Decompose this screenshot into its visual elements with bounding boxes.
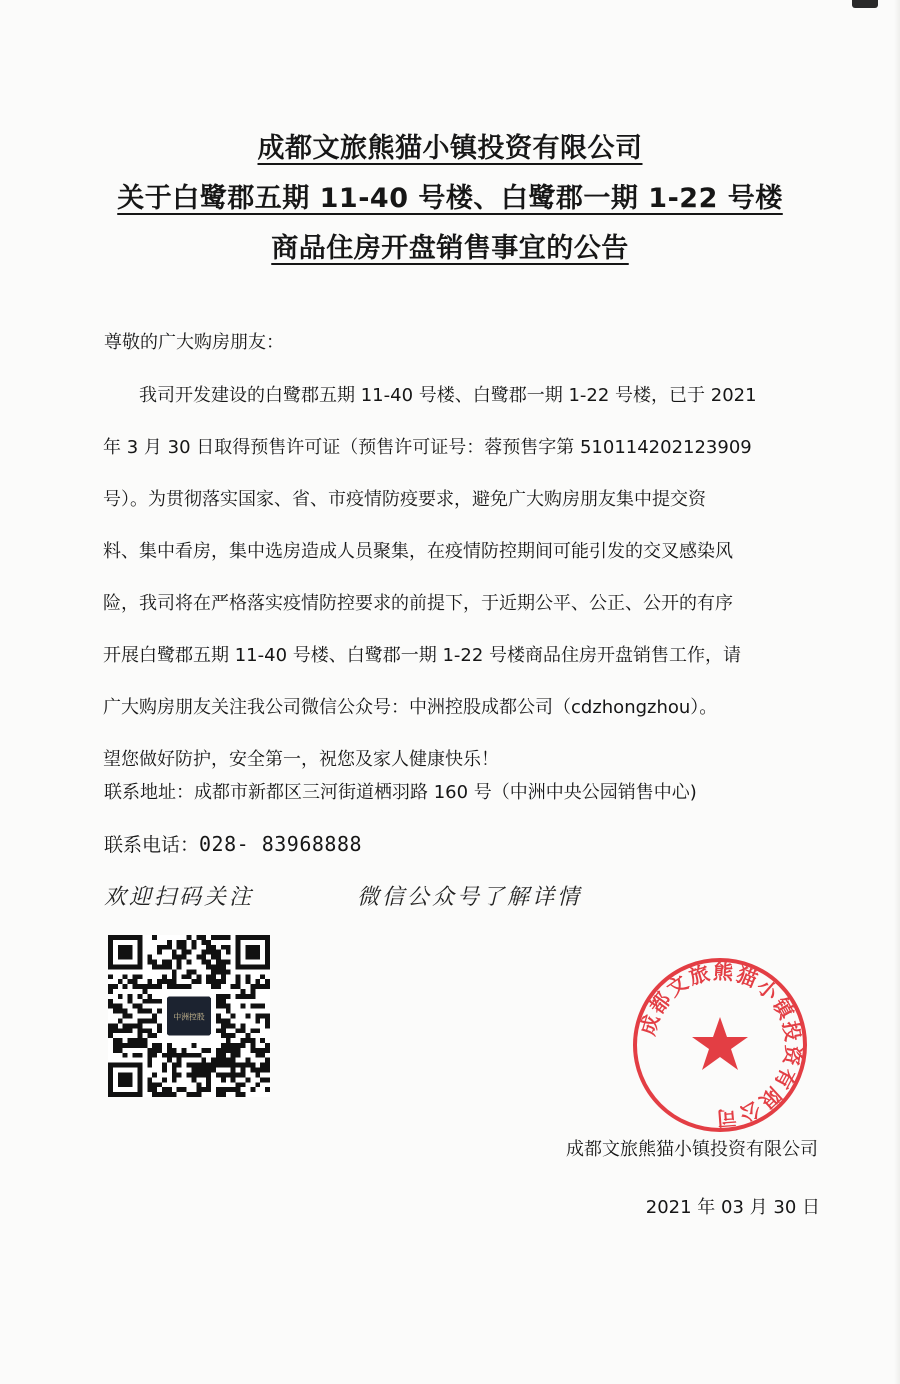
signature-date: 2021 年 03 月 30 日 xyxy=(645,1197,820,1218)
phone-value: 028- 83968888 xyxy=(199,832,363,856)
salutation: 尊敬的广大购房朋友： xyxy=(104,332,284,353)
phone-label: 联系电话： xyxy=(104,834,200,856)
body-line: 开展白鹭郡五期 11-40 号楼、白鹭郡一期 1-22 号楼商品住房开盘销售工作，请 xyxy=(103,645,742,666)
title-subject: 商品住房开盘销售事宜的公告 xyxy=(271,233,629,264)
body-paragraph xyxy=(103,370,793,786)
body-line: 险，我司将在严格落实疫情防控要求的前提下，于近期公平、公正、公开的有序 xyxy=(103,593,733,614)
company-seal xyxy=(630,955,810,1135)
body-line: 望您做好防护，安全第一，祝您及家人健康快乐！ xyxy=(103,749,499,770)
handwritten-wechat-note: 微信公众号了解详情 xyxy=(357,885,583,910)
seal-ring-text: 成都文旅熊猫小镇投资有限公司 xyxy=(635,959,806,1131)
title-line-1 xyxy=(0,126,900,165)
qr-center-logo: 中洲控股 xyxy=(173,1012,205,1022)
scan-corner-mark xyxy=(852,0,878,8)
address-value: 成都市新都区三河街道栖羽路 160 号（中洲中央公园销售中心) xyxy=(194,782,697,803)
title-line-2 xyxy=(0,176,900,215)
body-line: 广大购房朋友关注我公司微信公众号：中洲控股成都公司（cdzhongzhou）。 xyxy=(103,697,718,718)
qr-code-image[interactable] xyxy=(108,935,270,1097)
title-company: 成都文旅熊猫小镇投资有限公司 xyxy=(257,133,643,164)
body-line: 号）。为贯彻落实国家、省、市疫情防疫要求，避免广大购房朋友集中提交资 xyxy=(103,489,706,510)
body-line: 我司开发建设的白鹭郡五期 11-40 号楼、白鹭郡一期 1-22 号楼，已于 2021 xyxy=(139,385,757,406)
contact-phone xyxy=(104,830,362,857)
body-line: 料、集中看房，集中选房造成人员聚集，在疫情防控期间可能引发的交叉感染风 xyxy=(103,541,733,562)
signature-company: 成都文旅熊猫小镇投资有限公司 xyxy=(566,1139,818,1160)
title-buildings: 关于白鹭郡五期 11-40 号楼、白鹭郡一期 1-22 号楼 xyxy=(117,183,783,214)
body-line: 年 3 月 30 日取得预售许可证（预售许可证号：蓉预售字第 510114202123909 xyxy=(103,437,752,458)
title-line-3 xyxy=(0,226,900,265)
seal-star-icon xyxy=(692,1017,748,1070)
contact-address xyxy=(104,778,697,804)
handwritten-scan-note: 欢迎扫码关注 xyxy=(104,885,255,910)
address-label: 联系地址： xyxy=(104,782,194,803)
